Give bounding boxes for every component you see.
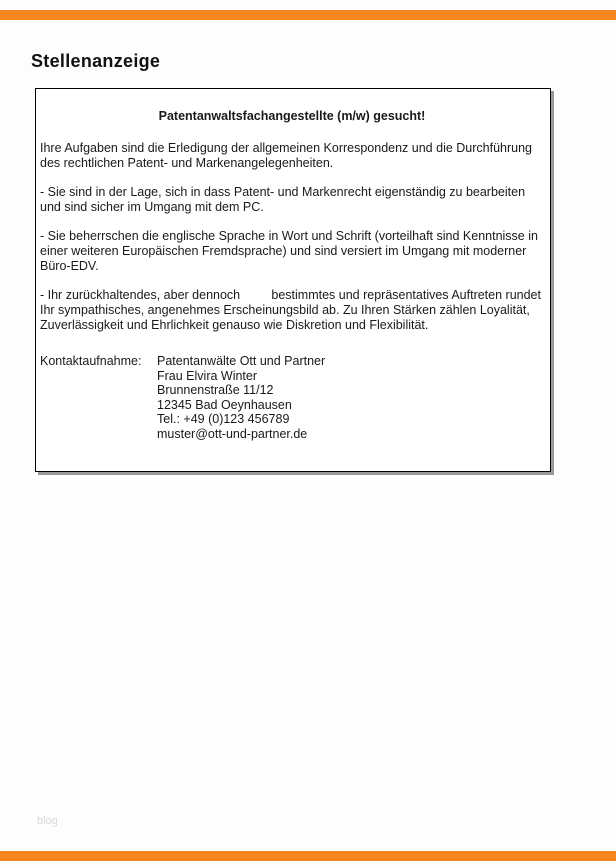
ad-heading: Patentanwaltsfachangestellte (m/w) gesucht! — [158, 109, 426, 123]
page-title: Stellenanzeige — [31, 51, 161, 71]
contact-label: Kontaktaufnahme: — [40, 354, 142, 368]
contact-line-company: Patentanwälte Ott und Partner — [157, 354, 326, 368]
contact-line-person: Frau Elvira Winter — [157, 368, 258, 383]
job-ad-box — [35, 88, 551, 472]
contact-block — [40, 354, 544, 441]
contact-line-city: 12345 Bad Oeynhausen — [157, 397, 292, 412]
ad-paragraph-tasks: Ihre Aufgaben sind die Erledigung der allgemeinen Korrespondenz und die Durchführung des rechtlichen Patent- und Markenangelegenheiten. — [40, 141, 536, 170]
ad-paragraph-personality: - Ihr zurückhaltendes, aber dennoch bestimmtes und repräsentatives Auftreten rundet Ihr sympathisches, angenehmes Erscheinungsbild ab. Zu Ihren Stärken zählen Loyalität, Zuverlässigkeit und Ehrlichkeit genauso wie Diskretion und Flexibilität. — [40, 288, 545, 332]
ad-paragraph-languages: - Sie beherrschen die englische Sprache in Wort und Schrift (vorteilhaft sind Kenntnisse in einer weiteren Europäischen Fremdsprache) und sind versiert im Umgang mit moderner Büro-EDV. — [40, 229, 542, 273]
contact-line-street: Brunnenstraße 11/12 — [157, 383, 274, 397]
bottom-accent-bar — [0, 851, 616, 861]
top-accent-bar — [0, 10, 616, 20]
watermark-blog: blog — [37, 815, 58, 827]
contact-line-phone: Tel.: +49 (0)123 456789 — [157, 412, 290, 426]
ad-paragraph-skills-pc: - Sie sind in der Lage, sich in dass Patent- und Markenrecht eigenständig zu bearbeiten und sind sicher im Umgang mit dem PC. — [40, 185, 529, 214]
contact-line-email: muster@ott-und-partner.de — [157, 426, 308, 441]
contact-lines — [157, 354, 325, 441]
